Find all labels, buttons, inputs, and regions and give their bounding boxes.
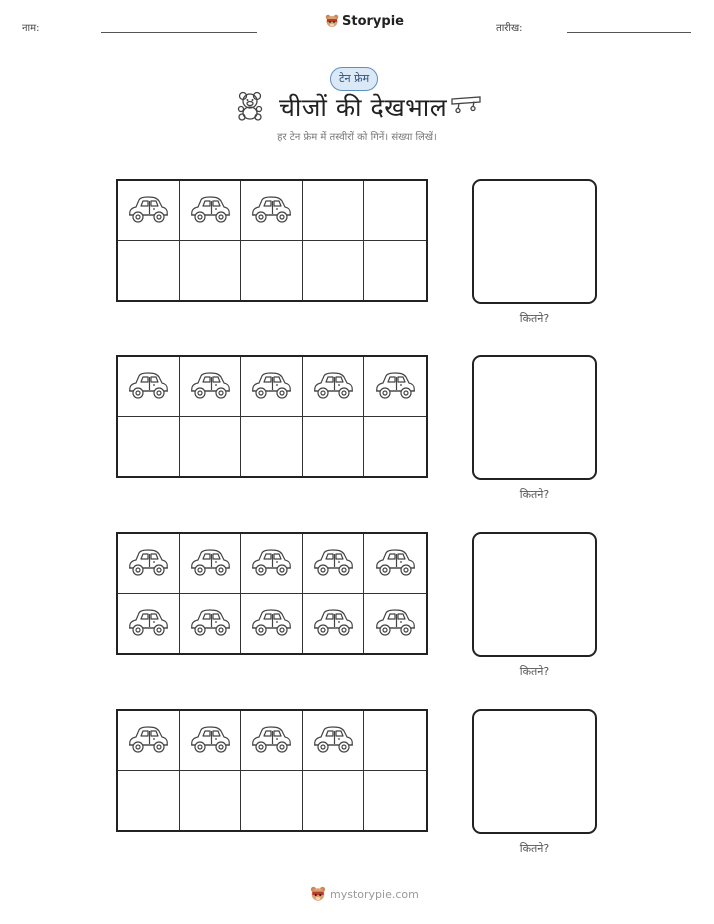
storypie-bear-icon xyxy=(310,886,326,903)
frame-cell xyxy=(303,181,365,241)
frame-cell xyxy=(364,711,426,771)
answer-box[interactable] xyxy=(472,355,597,480)
car-icon xyxy=(187,193,233,227)
car-icon xyxy=(248,369,294,403)
frame-cell xyxy=(118,534,180,594)
frame-cell xyxy=(303,241,365,301)
car-icon xyxy=(248,723,294,757)
car-icon xyxy=(187,369,233,403)
frame-cell xyxy=(241,771,303,831)
frame-cell xyxy=(180,534,242,594)
frame-cell xyxy=(118,711,180,771)
car-icon xyxy=(372,369,418,403)
frame-cell xyxy=(241,711,303,771)
car-icon xyxy=(187,546,233,580)
frame-cell xyxy=(118,417,180,477)
answer-box[interactable] xyxy=(472,532,597,657)
frame-cell xyxy=(364,534,426,594)
ten-frame xyxy=(116,179,428,302)
question-label: कितने? xyxy=(519,842,550,855)
frame-cell xyxy=(241,534,303,594)
answer-box[interactable] xyxy=(472,709,597,834)
frame-cell xyxy=(241,181,303,241)
footer xyxy=(310,886,419,903)
name-label: नाम: xyxy=(22,23,40,34)
footer-url[interactable]: mystorypie.com xyxy=(330,888,419,901)
question-label: कितने? xyxy=(519,488,550,501)
car-icon xyxy=(125,606,171,640)
car-icon xyxy=(248,193,294,227)
frame-cell xyxy=(180,357,242,417)
frame-cell xyxy=(303,357,365,417)
frame-cell xyxy=(118,181,180,241)
frame-cell xyxy=(118,594,180,654)
skateboard-icon xyxy=(450,96,482,114)
frame-cell xyxy=(241,241,303,301)
car-icon xyxy=(310,723,356,757)
frame-cell xyxy=(241,594,303,654)
car-icon xyxy=(187,723,233,757)
car-icon xyxy=(125,193,171,227)
car-icon xyxy=(372,606,418,640)
frame-cell xyxy=(180,241,242,301)
ten-frame xyxy=(116,532,428,655)
ten-frame xyxy=(116,709,428,832)
car-icon xyxy=(125,369,171,403)
frame-cell xyxy=(180,771,242,831)
car-icon xyxy=(372,546,418,580)
car-icon xyxy=(125,723,171,757)
frame-cell xyxy=(303,594,365,654)
frame-cell xyxy=(118,241,180,301)
topic-pill: टेन फ्रेम xyxy=(330,67,378,91)
frame-cell xyxy=(303,711,365,771)
frame-cell xyxy=(364,181,426,241)
frame-cell xyxy=(364,357,426,417)
car-icon xyxy=(310,546,356,580)
question-label: कितने? xyxy=(519,665,550,678)
frame-cell xyxy=(241,357,303,417)
frame-cell xyxy=(303,771,365,831)
instructions: हर टेन फ्रेम में तस्वीरों को गिनें। संख्या लिखें। xyxy=(277,132,437,143)
frame-cell xyxy=(241,417,303,477)
teddy-bear-icon xyxy=(236,91,264,121)
car-icon xyxy=(187,606,233,640)
frame-cell xyxy=(180,181,242,241)
frame-cell xyxy=(364,417,426,477)
page-title: चीजों की देखभाल xyxy=(279,93,448,122)
frame-cell xyxy=(364,594,426,654)
frame-cell xyxy=(180,417,242,477)
name-line[interactable] xyxy=(101,32,257,33)
car-icon xyxy=(248,546,294,580)
date-line[interactable] xyxy=(567,32,691,33)
frame-cell xyxy=(180,594,242,654)
ten-frame xyxy=(116,355,428,478)
frame-cell xyxy=(118,771,180,831)
car-icon xyxy=(248,606,294,640)
frame-cell xyxy=(180,711,242,771)
frame-cell xyxy=(303,534,365,594)
date-label: तारीख: xyxy=(496,23,523,34)
car-icon xyxy=(125,546,171,580)
storypie-bear-icon xyxy=(325,14,339,29)
brand-name: Storypie xyxy=(342,14,404,29)
car-icon xyxy=(310,369,356,403)
frame-cell xyxy=(118,357,180,417)
brand-logo xyxy=(325,14,404,29)
frame-cell xyxy=(303,417,365,477)
frame-cell xyxy=(364,771,426,831)
frame-cell xyxy=(364,241,426,301)
answer-box[interactable] xyxy=(472,179,597,304)
question-label: कितने? xyxy=(519,312,550,325)
car-icon xyxy=(310,606,356,640)
